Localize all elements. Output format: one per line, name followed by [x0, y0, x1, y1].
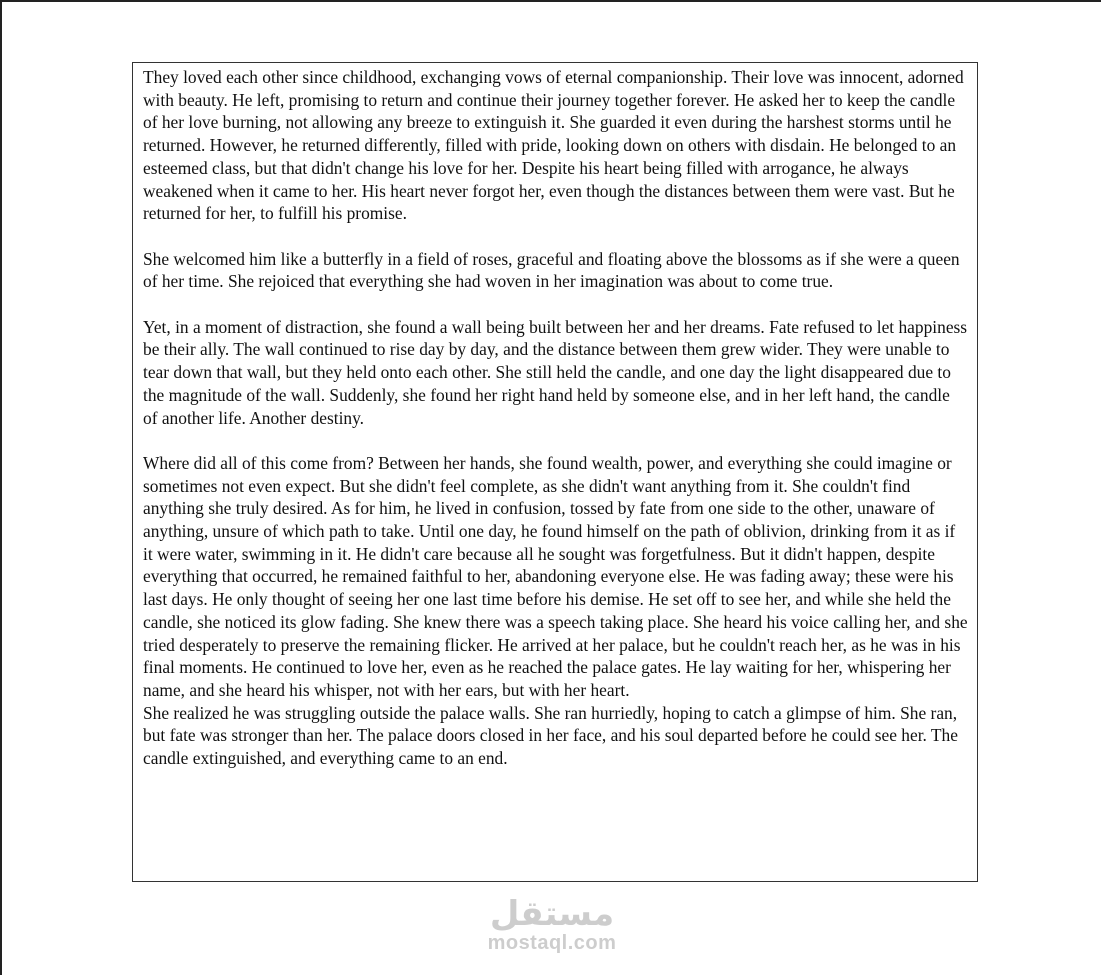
paragraph-1: They loved each other since childhood, exchanging vows of eternal companionship. Their love was innocent, adorned with beauty. He left, promising to return and continue their journey together forever. He asked her to keep the candle of her love burning, not allowing any breeze to extinguish it. She guarded it even during the harshest storms until he returned. However, he returned differently, filled with pride, looking down on others with disdain. He belonged to an esteemed class, but that didn't change his love for her. Despite his heart being filled with arrogance, he always weakened when it came to her. His heart never forgot her, even though the distances between them were vast. But he returned for her, to fulfill his promise. — [143, 67, 964, 224]
paragraph-2: She welcomed him like a butterfly in a field of roses, graceful and floating above the blossoms as if she were a queen of her time. She rejoiced that everything she had woven in her imagination was about to come true. — [143, 248, 960, 292]
paragraph-4: Where did all of this come from? Between her hands, she found wealth, power, and everything she could imagine or sometimes not even expect. But she didn't feel complete, as she didn't want anything from it. She couldn't find anything she truly desired. As for him, he lived in confusion, tossed by fate from one side to the other, unaware of anything, unsure of which path to take. Until one day, he found himself on the path of oblivion, drinking from it as if it were water, swimming in it. He didn't care because all he sought was forgetfulness. But it didn't happen, despite everything that occurred, he remained faithful to her, abandoning everyone else. He was fading away; these were his last days. He only thought of seeing her one last time before his demise. He set off to see her, and while she held the candle, she noticed its glow fading. She knew there was a speech taking place. She heard his voice calling her, and she tried desperately to preserve the remaining flicker. He arrived at her palace, but he couldn't reach her, as he was in his final moments. He continued to love her, even as he reached the palace gates. He lay waiting for her, whispering her name, and she heard his whisper, not with her ears, but with her heart. — [143, 452, 968, 700]
mostaql-watermark — [452, 895, 652, 953]
paragraph-3: Yet, in a moment of distraction, she found a wall being built between her and her dreams. Fate refused to let happiness be their ally. The wall continued to rise day by day, and the distance between them grew wider. They were unable to tear down that wall, but they held onto each other. She still held the candle, and one day the light disappeared due to the magnitude of the wall. Suddenly, she found her right hand held by someone else, and in her left hand, the candle of another life. Another destiny. — [143, 316, 968, 428]
paragraph-gap — [143, 225, 968, 248]
paragraph-gap — [143, 429, 968, 452]
story-text-box — [132, 62, 978, 882]
paragraph-gap — [143, 293, 968, 316]
watermark-latin-text: mostaql.com — [487, 932, 617, 954]
watermark-arabic-logo: مستقل — [489, 894, 615, 934]
paragraph-5: She realized he was struggling outside the palace walls. She ran hurriedly, hoping to catch a glimpse of him. She ran, but fate was stronger than her. The palace doors closed in her face, and his soul departed before he could see her. The candle extinguished, and everything came to an end. — [143, 702, 958, 769]
